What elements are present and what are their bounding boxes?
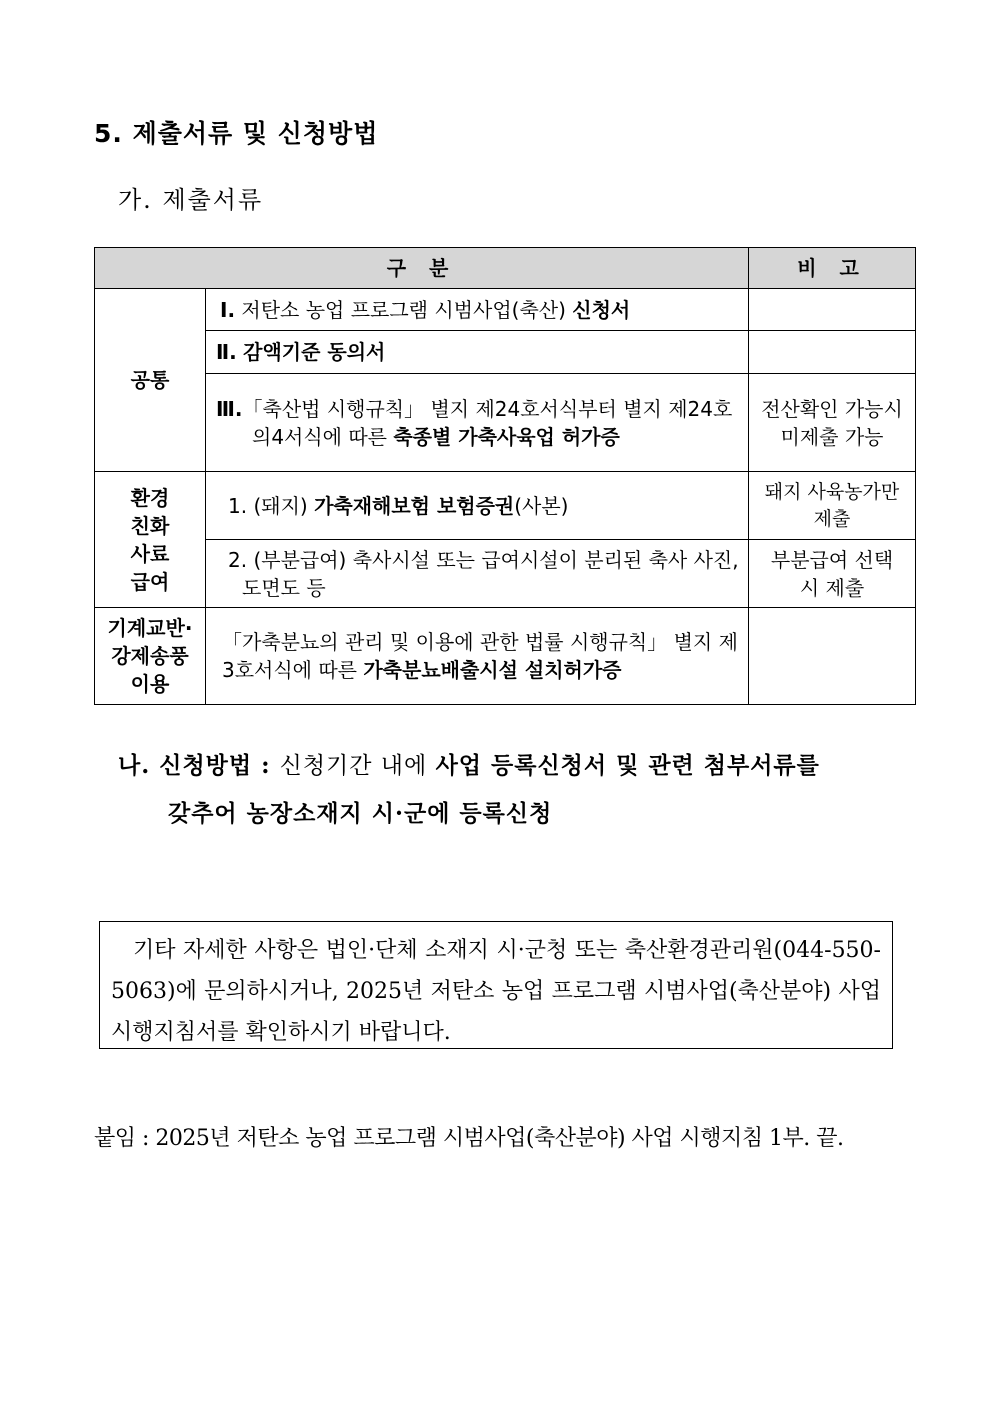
item-note bbox=[749, 331, 916, 374]
item-bold-text: 신청서 bbox=[572, 297, 631, 322]
section-title: 5. 제출서류 및 신청방법 bbox=[94, 119, 379, 148]
item-number: 2. bbox=[228, 547, 248, 572]
item-suffix-text: (사본) bbox=[514, 493, 569, 518]
doc-item bbox=[206, 608, 749, 705]
method-plain-text: 신청기간 내에 bbox=[279, 753, 436, 779]
item-text: 「축산법 시행규칙」 별지 제24호서식부터 별지 제24호의4서식에 따른 bbox=[242, 396, 733, 449]
item-number: Ⅲ. bbox=[216, 396, 243, 421]
item-note bbox=[749, 289, 916, 331]
category-machine: 기계교반·강제송풍 이용 bbox=[95, 608, 206, 705]
documents-table bbox=[94, 247, 916, 705]
item-note bbox=[749, 608, 916, 705]
item-bold-text: 감액기준 동의서 bbox=[243, 340, 386, 364]
table-row bbox=[95, 540, 916, 608]
doc-item bbox=[206, 540, 749, 608]
item-bold-text: 축종별 가축사육업 허가증 bbox=[393, 424, 620, 449]
method-colon: : bbox=[252, 752, 280, 779]
table-header-row bbox=[95, 248, 916, 289]
table-row bbox=[95, 472, 916, 540]
doc-item bbox=[206, 472, 749, 540]
table-row bbox=[95, 289, 916, 331]
item-note: 돼지 사육농가만 제출 bbox=[749, 472, 916, 540]
info-text: 기타 자세한 사항은 법인·단체 소재지 시·군청 또는 축산환경관리원(044-550-5063)에 문의하시거나, 2025년 저탄소 농업 프로그램 시범사업(축산분야) 사업시행지침서를 확인하시기 바랍니다. bbox=[111, 938, 881, 1045]
table-row bbox=[95, 608, 916, 705]
table-row bbox=[95, 331, 916, 374]
item-text: (돼지) bbox=[247, 493, 315, 518]
subsection-title-documents: 가. 제출서류 bbox=[118, 186, 264, 214]
item-number: 1. bbox=[228, 493, 248, 518]
attachment-line: 붙임 : 2025년 저탄소 농업 프로그램 시범사업(축산분야) 사업 시행지침 1부. 끝. bbox=[94, 1126, 844, 1151]
category-label: 환경친화사료급여 bbox=[130, 485, 170, 594]
method-line-2: 갖추어 농장소재지 시·군에 등록신청 bbox=[168, 800, 553, 827]
application-method bbox=[118, 742, 898, 837]
category-eco-feed bbox=[95, 472, 206, 608]
doc-item bbox=[206, 289, 749, 331]
item-bold-text: 가축분뇨배출시설 설치허가증 bbox=[363, 658, 622, 682]
item-text: 「가축분뇨의 관리 및 이용에 관한 법률 시행규칙」 별지 제3호서식에 따른 bbox=[222, 630, 738, 682]
doc-item bbox=[206, 331, 749, 374]
info-box bbox=[99, 921, 893, 1049]
item-note: 부분급여 선택 시 제출 bbox=[749, 540, 916, 608]
header-category: 구 분 bbox=[95, 248, 749, 289]
category-common: 공통 bbox=[95, 289, 206, 472]
method-bold-text: 사업 등록신청서 및 관련 첨부서류를 bbox=[435, 752, 820, 779]
method-line-1 bbox=[118, 742, 898, 790]
item-note: 전산확인 가능시 미제출 가능 bbox=[749, 374, 916, 472]
item-text: (부분급여) 축사시설 또는 급여시설이 분리된 축사 사진, 도면도 등 bbox=[242, 547, 739, 600]
item-text: 저탄소 농업 프로그램 시범사업(축산) bbox=[235, 297, 573, 322]
item-number: Ⅰ. bbox=[220, 297, 236, 322]
method-label: 나. 신청방법 bbox=[118, 752, 253, 779]
item-bold-text: 가축재해보험 보험증권 bbox=[314, 493, 515, 518]
table-row bbox=[95, 374, 916, 472]
header-note: 비 고 bbox=[749, 248, 916, 289]
item-number: Ⅱ. bbox=[216, 340, 237, 364]
doc-item bbox=[206, 374, 749, 472]
